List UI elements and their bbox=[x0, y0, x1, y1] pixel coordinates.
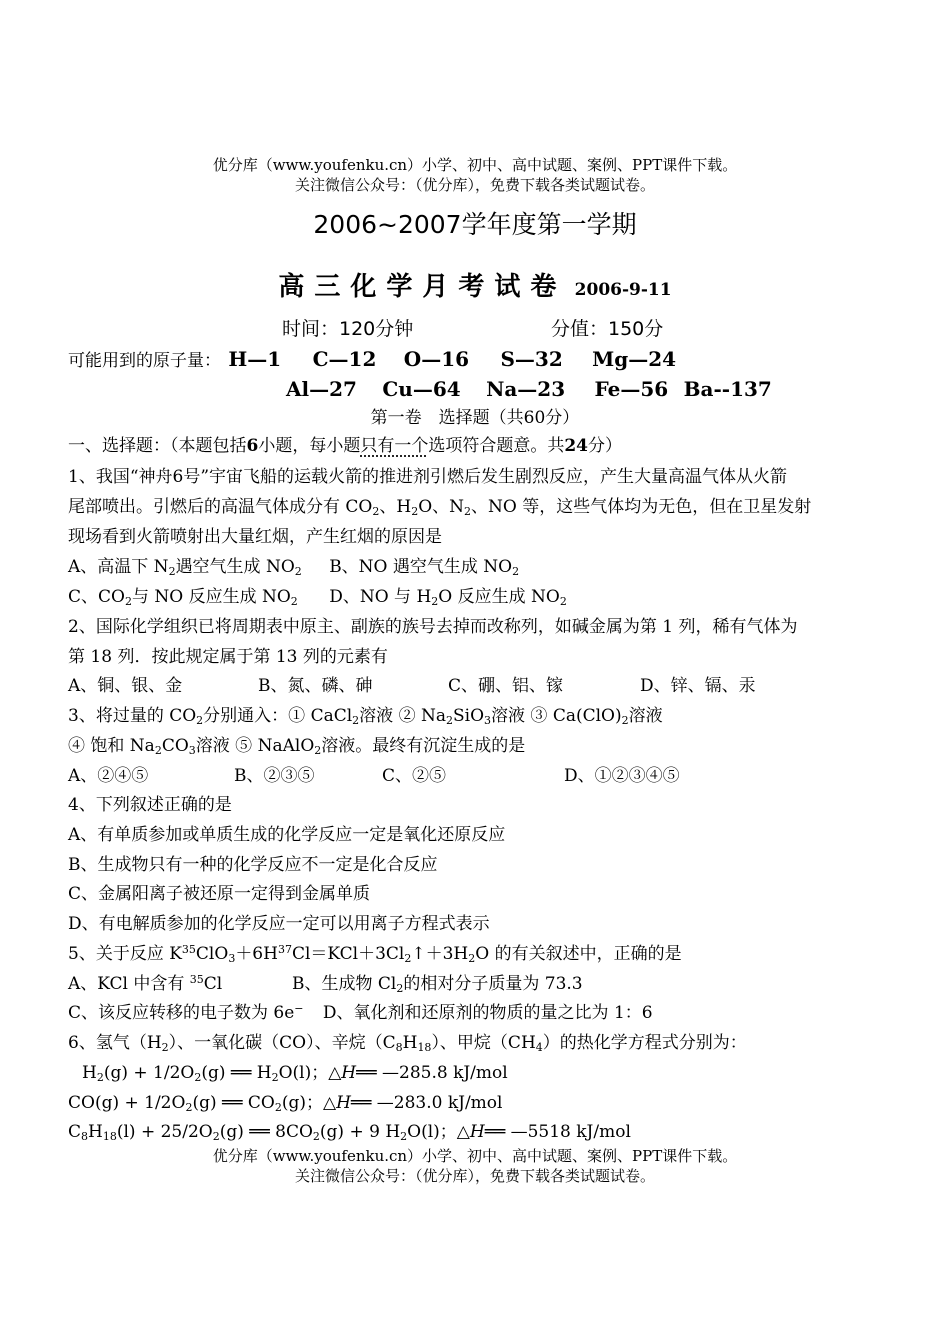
sub: 2 bbox=[194, 1071, 202, 1084]
q5-options-cd bbox=[68, 1001, 890, 1025]
part1-score: 24 bbox=[564, 436, 589, 456]
atom-h: H—1 bbox=[228, 347, 282, 371]
title-exam: 高三化学月考试卷 bbox=[278, 272, 567, 302]
part1-emphasis: 只有一个 bbox=[360, 436, 429, 456]
q3-text: 溶液 ③ Ca(ClO) bbox=[491, 706, 622, 726]
q2-option-c[interactable]: C、硼、铝、镓 bbox=[448, 676, 564, 696]
eq-text: CO(g) + 1/2O bbox=[68, 1093, 186, 1113]
sub: 2 bbox=[446, 714, 453, 727]
option-text: 与 NO 反应生成 NO bbox=[131, 587, 291, 607]
q3-text: ④ 饱和 Na bbox=[68, 736, 155, 756]
atoms-row-1 bbox=[68, 347, 890, 373]
q1-option-a[interactable] bbox=[68, 555, 302, 579]
q5-text: 5、关于反应 K bbox=[68, 944, 182, 964]
eq-text: H bbox=[82, 1063, 97, 1083]
eq-text: ══ —283.0 kJ/mol bbox=[350, 1093, 503, 1113]
q1-options-ab bbox=[68, 555, 890, 579]
eq-text: (g) ══ H bbox=[201, 1063, 272, 1083]
q3-text: CO bbox=[161, 736, 189, 756]
q6-equation-2 bbox=[68, 1091, 890, 1115]
enthalpy-symbol: H bbox=[341, 1063, 357, 1083]
q6-text: ）、甲烷（CH bbox=[431, 1033, 536, 1053]
atom-na: Na—23 bbox=[486, 377, 566, 401]
atoms-row-2 bbox=[286, 377, 890, 403]
q1-text: 尾部喷出。引燃后的高温气体成分有 CO bbox=[68, 497, 373, 517]
q2-stem-1: 2、国际化学组织已将周期表中原主、副族的族号去掉而改称列，如碱金属为第 1 列，稀有气体为 bbox=[68, 617, 798, 637]
q3-option-d[interactable]: D、①②③④⑤ bbox=[564, 766, 680, 786]
q5-text: Cl＝KCl＋3Cl bbox=[291, 944, 405, 964]
sup: − bbox=[294, 1002, 304, 1015]
sub: 2 bbox=[314, 744, 322, 757]
sub: 8 bbox=[395, 1041, 403, 1054]
q5-text: ClO bbox=[195, 944, 229, 964]
q1-option-d[interactable] bbox=[329, 585, 567, 609]
sub: 2 bbox=[274, 1101, 282, 1114]
atom-ba: Ba--137 bbox=[683, 377, 772, 401]
part1-instructions bbox=[68, 434, 890, 458]
q3-text: 溶液 ⑤ NaAlO bbox=[195, 736, 315, 756]
part1-count: 6 bbox=[246, 436, 259, 456]
sub: 2 bbox=[559, 595, 567, 608]
sub: 8 bbox=[81, 1130, 89, 1143]
q5-option-b[interactable] bbox=[292, 972, 583, 996]
q1-text: 、H bbox=[379, 497, 412, 517]
atom-al: Al—27 bbox=[286, 377, 357, 401]
q5-options-ab bbox=[68, 972, 890, 996]
title-exam-row bbox=[0, 270, 950, 307]
option-text: Cl bbox=[203, 974, 223, 994]
q1-text: 、NO 等，这些气体均为无色，但在卫星发射 bbox=[471, 497, 812, 517]
sub: 2 bbox=[294, 565, 302, 578]
sub: 2 bbox=[464, 505, 471, 518]
option-text: A、KCl 中含有 bbox=[68, 974, 190, 994]
atom-o: O—16 bbox=[403, 347, 470, 371]
header-line-1: 优分库（www.youfenku.cn）小学、初中、高中试题、案例、PPT课件下载。 bbox=[212, 156, 738, 174]
sub: 2 bbox=[96, 1071, 104, 1084]
sub: 2 bbox=[372, 505, 380, 518]
eq-text: (l) + 25/2O bbox=[116, 1122, 213, 1142]
q1-stem-1: 1、我国“神舟6号”宇宙飞船的运载火箭的推进剂引燃后发生剧烈反应，产生大量高温气体从火箭 bbox=[68, 467, 788, 487]
sub: 2 bbox=[352, 714, 360, 727]
part1-text-c: 选项符合题意。共 bbox=[428, 436, 565, 456]
sub: 2 bbox=[196, 714, 204, 727]
sub: 18 bbox=[102, 1130, 117, 1143]
sub: 2 bbox=[212, 1130, 220, 1143]
q1-stem-3: 现场看到火箭喷射出大量红烟，产生红烟的原因是 bbox=[68, 527, 442, 547]
sub: 2 bbox=[161, 1041, 169, 1054]
atom-fe: Fe—56 bbox=[594, 377, 669, 401]
q5-option-c[interactable] bbox=[68, 1001, 304, 1025]
eq-text: (g) ══ CO bbox=[192, 1093, 275, 1113]
eq-text: (g) + 1/2O bbox=[103, 1063, 195, 1083]
atom-cu: Cu—64 bbox=[382, 377, 461, 401]
sup: 35 bbox=[181, 943, 196, 956]
sub: 3 bbox=[484, 714, 492, 727]
eq-text: C bbox=[68, 1122, 82, 1142]
q5-text: ＋6H bbox=[235, 944, 278, 964]
sub: 2 bbox=[621, 714, 629, 727]
q3-option-c[interactable]: C、②⑤ bbox=[382, 766, 447, 786]
sup: 37 bbox=[277, 943, 292, 956]
section-title: 第一卷 选择题（共60分） bbox=[370, 408, 580, 428]
footer-line-2: 关注微信公众号：（优分库），免费下载各类试题试卷。 bbox=[294, 1167, 655, 1185]
eq-text: O(l)；△ bbox=[407, 1122, 470, 1142]
sub: 2 bbox=[400, 1130, 408, 1143]
q6-text: 6、氢气（H bbox=[68, 1033, 162, 1053]
eq-text: (g)；△ bbox=[281, 1093, 337, 1113]
q1-option-b[interactable] bbox=[329, 555, 519, 579]
q4-option-a[interactable]: A、有单质参加或单质生成的化学反应一定是氧化还原反应 bbox=[68, 825, 506, 845]
q2-stem-2: 第 18 列．按此规定属于第 13 列的元素有 bbox=[68, 647, 388, 667]
q3-option-b[interactable]: B、②③⑤ bbox=[234, 766, 315, 786]
atoms-label: 可能用到的原子量： bbox=[68, 351, 221, 371]
eq-text: (g) ══ 8CO bbox=[219, 1122, 313, 1142]
q3-text: SiO bbox=[453, 706, 485, 726]
option-text: D、NO 与 H bbox=[329, 587, 432, 607]
q6-text: ）的热化学方程式分别为： bbox=[542, 1033, 747, 1053]
sub: 2 bbox=[431, 595, 439, 608]
q4-option-d[interactable]: D、有电解质参加的化学反应一定可以用离子方程式表示 bbox=[68, 914, 490, 934]
q6-stem bbox=[68, 1031, 890, 1055]
q6-text: ）、一氧化碳（CO）、辛烷（C bbox=[168, 1033, 396, 1053]
option-text: 遇空气生成 NO bbox=[175, 557, 295, 577]
part1-text-d: 分） bbox=[588, 436, 623, 456]
sub: 2 bbox=[185, 1101, 193, 1114]
part1-text-a: 一、选择题：（本题包括 bbox=[68, 436, 247, 456]
q3-text: 溶液 ② Na bbox=[359, 706, 446, 726]
q3-options bbox=[68, 764, 890, 788]
q2-option-d[interactable]: D、锌、镉、汞 bbox=[640, 676, 756, 696]
q2-option-a[interactable]: A、铜、银、金 bbox=[68, 676, 183, 696]
q6-equation-3 bbox=[68, 1120, 890, 1144]
sub: 2 bbox=[124, 595, 132, 608]
eq-text: H bbox=[88, 1122, 103, 1142]
sub: 2 bbox=[312, 1130, 320, 1143]
option-text: O 反应生成 NO bbox=[438, 587, 560, 607]
sub: 4 bbox=[535, 1041, 543, 1054]
enthalpy-symbol: H bbox=[469, 1122, 485, 1142]
q2-option-b[interactable]: B、氮、磷、砷 bbox=[258, 676, 373, 696]
atom-mg: Mg—24 bbox=[592, 347, 677, 371]
sub: 2 bbox=[512, 565, 520, 578]
title-year: 2006~2007学年度第一学期 bbox=[313, 210, 637, 239]
q4-option-c[interactable]: C、金属阳离子被还原一定得到金属单质 bbox=[68, 884, 371, 904]
footer-line-1: 优分库（www.youfenku.cn）小学、初中、高中试题、案例、PPT课件下载。 bbox=[212, 1147, 738, 1165]
title-date: 2006-9-11 bbox=[574, 280, 672, 300]
q5-stem bbox=[68, 942, 890, 966]
q3-text: 溶液。最终有沉淀生成的是 bbox=[321, 736, 526, 756]
sub: 2 bbox=[168, 565, 176, 578]
q5-option-a[interactable] bbox=[68, 972, 292, 996]
sub: 18 bbox=[417, 1041, 432, 1054]
sup: 35 bbox=[189, 973, 204, 986]
option-text: C、该反应转移的电子数为 6e bbox=[68, 1003, 295, 1023]
q3-text: 溶液 bbox=[628, 706, 663, 726]
sub: 3 bbox=[228, 952, 236, 965]
sub: 2 bbox=[468, 952, 476, 965]
time-info: 时间：120分钟 bbox=[282, 318, 414, 340]
sub: 2 bbox=[271, 1071, 279, 1084]
q3-text: 分别通入：① CaCl bbox=[203, 706, 353, 726]
eq-text: ══ —285.8 kJ/mol bbox=[356, 1063, 508, 1083]
q5-text: ↑＋3H bbox=[411, 944, 469, 964]
q1-stem-2 bbox=[68, 495, 890, 519]
q3-text: 3、将过量的 CO bbox=[68, 706, 197, 726]
header-line-2: 关注微信公众号：（优分库），免费下载各类试题试卷。 bbox=[294, 176, 655, 194]
sub: 2 bbox=[290, 595, 298, 608]
eq-text: ══ —5518 kJ/mol bbox=[484, 1122, 631, 1142]
q5-option-d[interactable]: D、氧化剂和还原剂的物质的量之比为 1：6 bbox=[322, 1003, 653, 1023]
sub: 3 bbox=[188, 744, 196, 757]
enthalpy-symbol: H bbox=[336, 1093, 351, 1113]
eq-text: O(l)；△ bbox=[278, 1063, 342, 1083]
q6-equation-1 bbox=[82, 1061, 890, 1085]
q6-text: H bbox=[402, 1033, 418, 1053]
sub: 2 bbox=[411, 505, 419, 518]
atom-s: S—32 bbox=[500, 347, 563, 371]
sub: 2 bbox=[404, 952, 412, 965]
q3-option-a[interactable]: A、②④⑤ bbox=[68, 766, 149, 786]
q3-stem-2 bbox=[68, 734, 890, 758]
sub: 2 bbox=[154, 744, 162, 757]
option-text: A、高温下 N bbox=[68, 557, 169, 577]
q1-options-cd bbox=[68, 585, 890, 609]
option-text: B、生成物 Cl bbox=[292, 974, 397, 994]
q5-text: O 的有关叙述中，正确的是 bbox=[475, 944, 682, 964]
q4-option-b[interactable]: B、生成物只有一种的化学反应不一定是化合反应 bbox=[68, 855, 438, 875]
option-text: C、CO bbox=[68, 587, 125, 607]
q2-options bbox=[68, 674, 890, 698]
sub: 2 bbox=[396, 982, 404, 995]
option-text: B、NO 遇空气生成 NO bbox=[329, 557, 513, 577]
q1-option-c[interactable] bbox=[68, 585, 298, 609]
atom-c: C—12 bbox=[312, 347, 377, 371]
part1-text-b: 小题，每小题 bbox=[258, 436, 361, 456]
q3-stem-1 bbox=[68, 704, 890, 728]
q4-stem: 4、下列叙述正确的是 bbox=[68, 795, 232, 815]
q1-text: O、N bbox=[418, 497, 464, 517]
eq-text: (g) + 9 H bbox=[319, 1122, 401, 1142]
score-info: 分值：150分 bbox=[551, 318, 664, 340]
option-text: 的相对分子质量为 73.3 bbox=[403, 974, 583, 994]
